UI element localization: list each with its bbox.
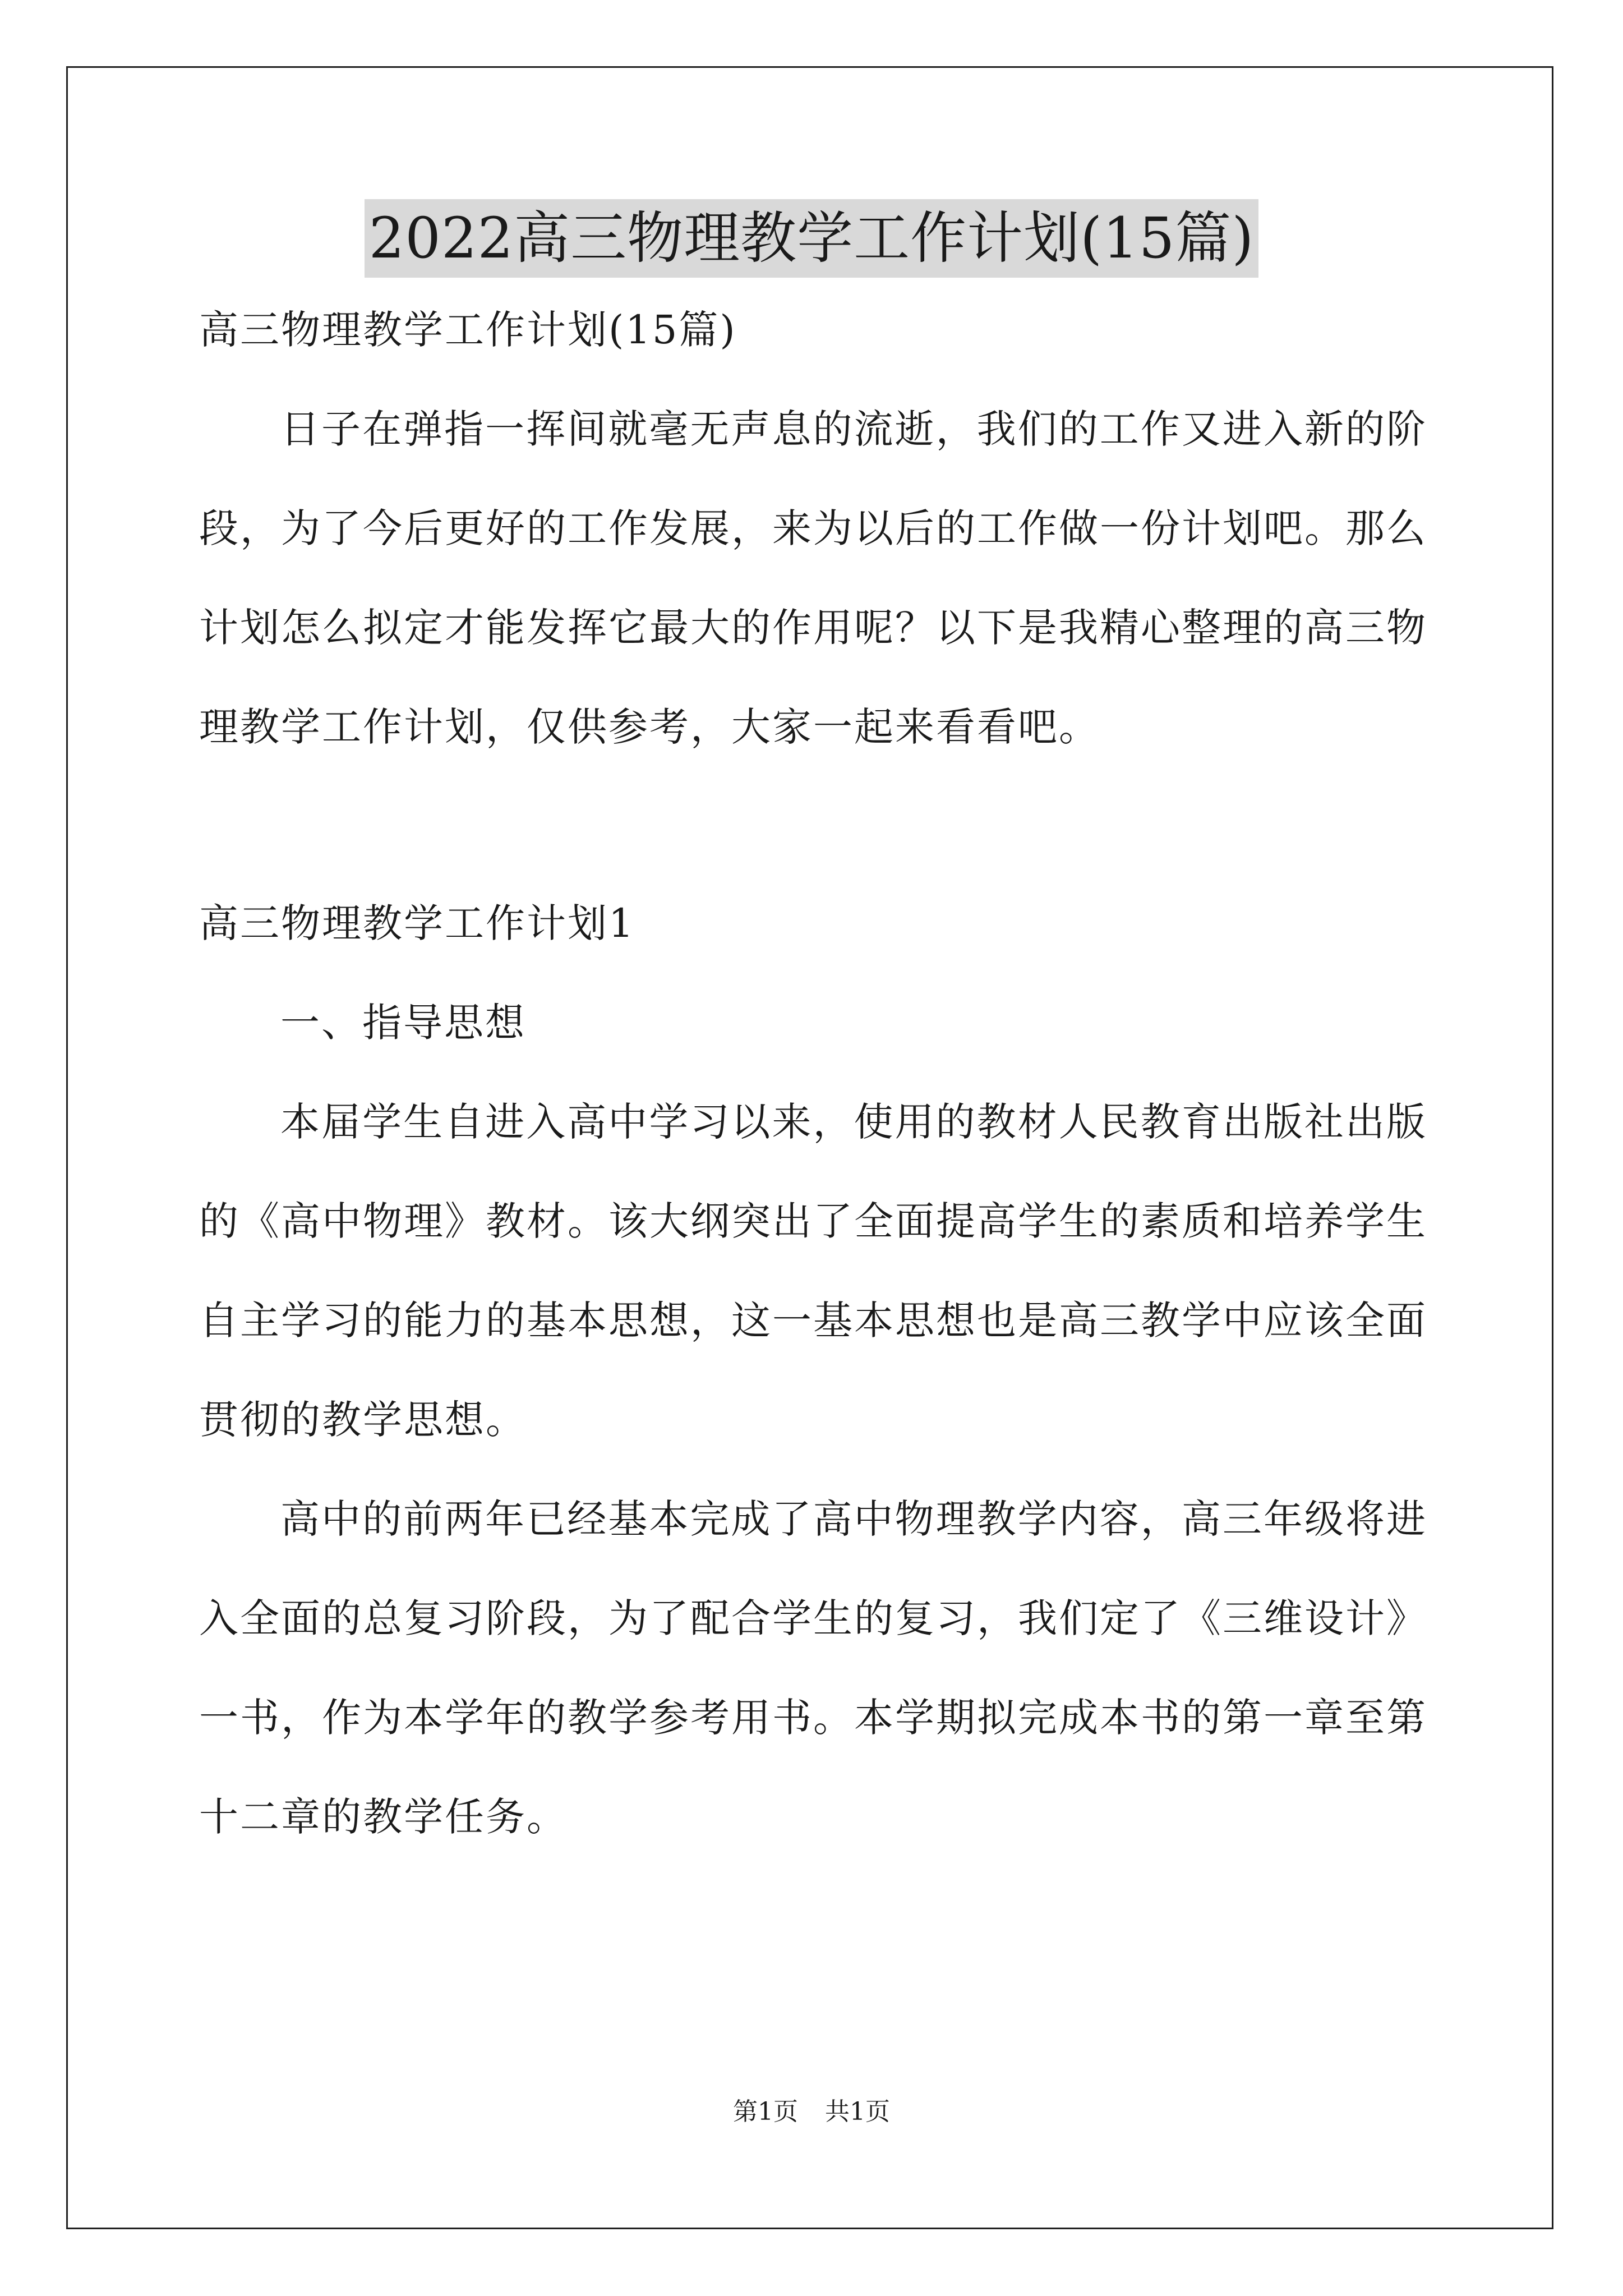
section-gap	[199, 777, 1427, 874]
page-number-current: 第1页	[733, 2097, 798, 2126]
section-heading: 高三物理教学工作计划1	[199, 900, 635, 946]
body-paragraph: 本届学生自进入高中学习以来，使用的教材人民教育出版社出版的《高中物理》教材。该大纲突出了全面提高学生的素质和培养学生自主学习的能力的基本思想，这一基本思想也是高三教学中应该全面贯彻的教学思想。	[199, 1099, 1427, 1443]
body-paragraph: 高中的前两年已经基本完成了高中物理教学内容，高三年级将进入全面的总复习阶段，为了配合学生的复习，我们定了《三维设计》一书，作为本学年的教学参考用书。本学期拟完成本书的第一章至第十二章的教学任务。	[199, 1496, 1427, 1840]
title-container	[0, 199, 1623, 278]
subsection-heading: 一、指导思想	[280, 1000, 526, 1046]
document-title: 2022高三物理教学工作计划(15篇)	[365, 199, 1259, 278]
intro-paragraph: 日子在弹指一挥间就毫无声息的流逝，我们的工作又进入新的阶段，为了今后更好的工作发展，来为以后的工作做一份计划吧。那么计划怎么拟定才能发挥它最大的作用呢？以下是我精心整理的高三物理教学工作计划，仅供参考，大家一起来看看吧。	[199, 406, 1427, 750]
document-body	[199, 280, 1427, 1867]
page-footer	[0, 2095, 1623, 2129]
subtitle-paragraph: 高三物理教学工作计划(15篇)	[199, 307, 737, 353]
page-number-total: 共1页	[825, 2097, 890, 2126]
